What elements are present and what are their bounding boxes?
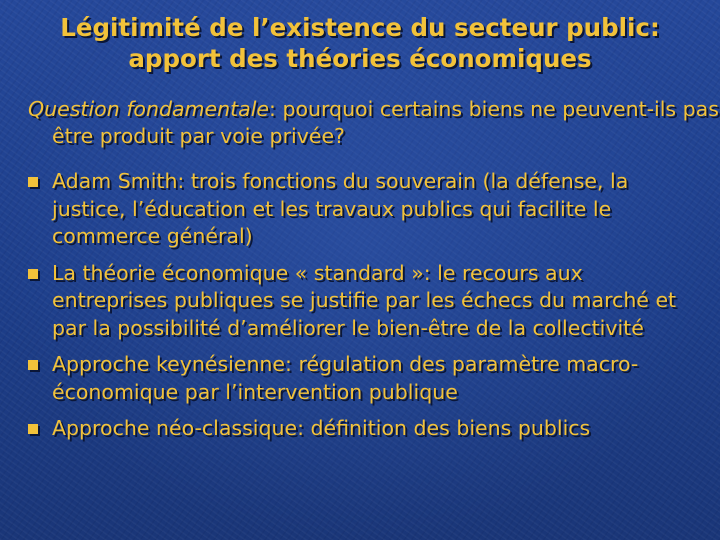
square-bullet-icon [28,424,38,434]
bullet-text: Approche keynésienne: régulation des paramètre macro-économique par l’intervention publique [52,352,639,404]
square-bullet-icon [28,360,38,370]
bullet-text: Approche néo-classique: définition des biens publics [52,416,591,440]
question-text: : pourquoi certains biens ne peuvent-ils pas être produit par voie privée? [52,97,719,148]
square-bullet-icon [28,177,38,187]
title-line-1: Légitimité de l’existence du secteur public: [60,13,660,42]
bullet-text: Adam Smith: trois fonctions du souverain (la défense, la justice, l’éducation et les travaux publics qui facilite le commerce général) [52,169,629,248]
slide-title [10,12,710,74]
square-bullet-icon [28,269,38,279]
title-line-2: apport des théories économiques [128,44,592,73]
bullet-item-adam-smith [28,168,700,251]
fundamental-question [28,96,720,150]
bullet-item-neoclassical [28,415,700,443]
bullet-item-keynesian [28,351,700,406]
bullet-list [28,168,700,452]
bullet-item-standard-theory [28,260,700,343]
question-lead: Question fondamentale [28,97,270,121]
bullet-text: La théorie économique « standard »: le recours aux entreprises publiques se justifie par les échecs du marché et par la possibilité d’améliorer le bien-être de la collectivité [52,260,677,340]
